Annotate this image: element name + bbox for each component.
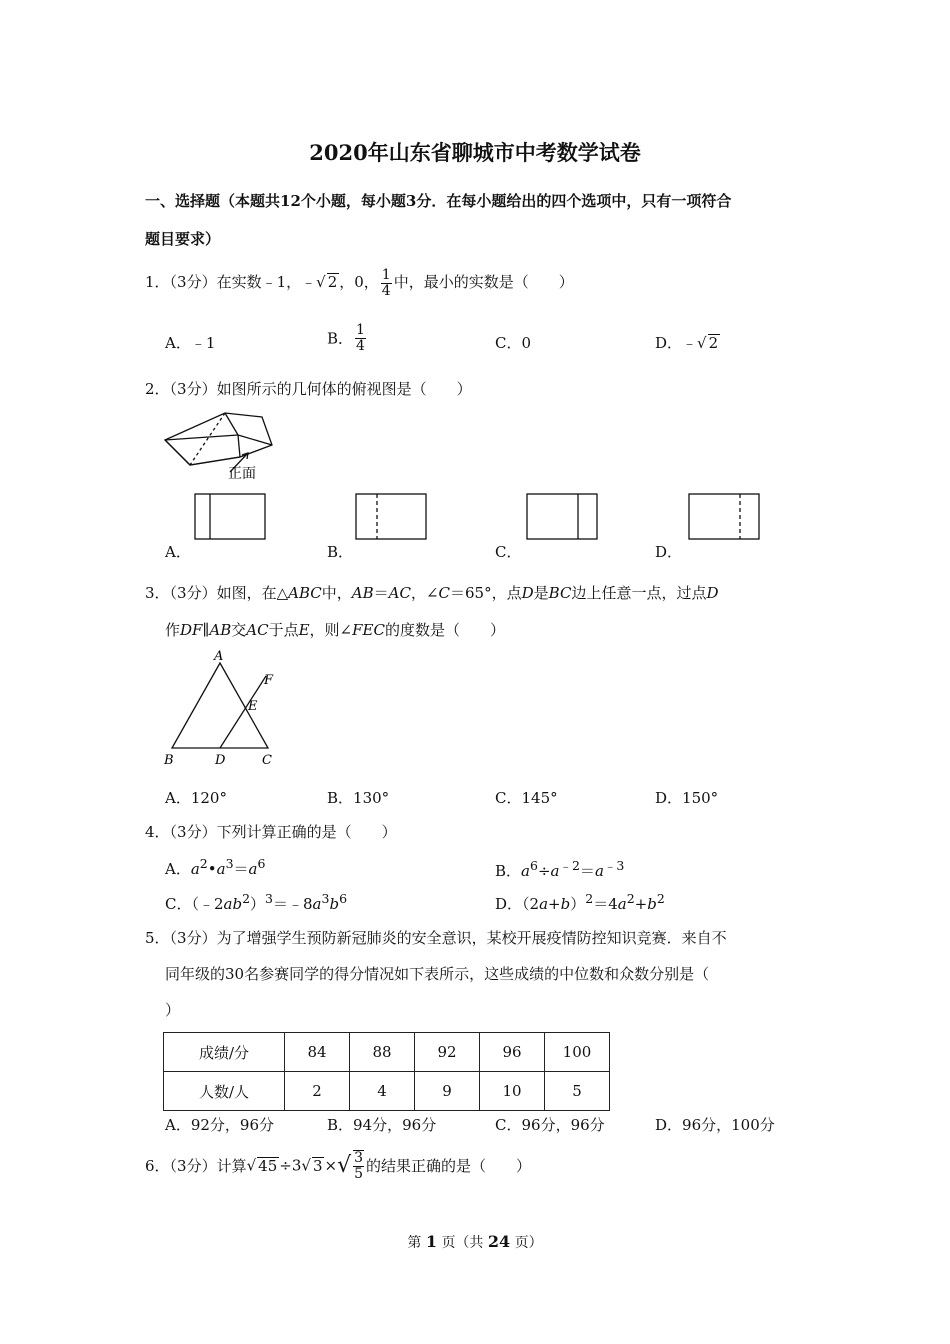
q2-option-c-figure	[526, 493, 599, 541]
svg-text:A: A	[214, 649, 224, 664]
q2-option-a-figure	[194, 493, 267, 541]
q2-option-d[interactable]: D．	[655, 543, 683, 561]
score-table	[163, 1032, 610, 1111]
table-cell: 成绩/分	[164, 1033, 285, 1072]
q3-option-c[interactable]: C．145°	[495, 789, 558, 807]
q4-option-b[interactable]: B．$a^6\div a^{﹣2}=a^{﹣3}$	[495, 858, 625, 880]
q5-option-b[interactable]: B．94分，96分	[327, 1116, 437, 1134]
q2-option-c[interactable]: C．	[495, 543, 522, 561]
svg-text:C: C	[262, 753, 272, 768]
svg-text:E: E	[248, 699, 258, 714]
question-5-cont2: ）	[165, 1001, 181, 1019]
q3-option-a[interactable]: A．120°	[165, 789, 227, 807]
q4-option-c[interactable]: C．$(﹣2ab^2)^3=﹣8a^3b^6$	[165, 891, 348, 913]
q3-option-b[interactable]: B．130°	[327, 789, 390, 807]
q2-option-d-figure	[688, 493, 761, 541]
front-face-label: 正面	[228, 466, 256, 482]
question-2: 2．（3分）如图所示的几何体的俯视图是（ ）	[145, 380, 472, 398]
question-3: 3．（3分）如图，在△ABC中，AB＝AC，∠C＝65°，点D是BC边上任意一点，过点D	[145, 584, 719, 602]
q3-option-d[interactable]: D．150°	[655, 789, 719, 807]
q3-triangle-figure	[158, 646, 288, 771]
page-title: 2020年山东省聊城市中考数学试卷	[309, 140, 641, 165]
table-row	[164, 1033, 610, 1072]
question-5-cont: 同年级的30名参赛同学的得分情况如下表所示，这些成绩的中位数和众数分别是（	[165, 965, 710, 983]
table-cell: 92	[415, 1033, 480, 1072]
table-cell: 2	[285, 1072, 350, 1111]
svg-text:B: B	[164, 753, 174, 768]
page-footer: 第 1 页（共 24 页）	[407, 1232, 543, 1251]
q5-option-a[interactable]: A．92分，96分	[165, 1116, 275, 1134]
q4-option-d[interactable]: D．$(2a+b)^2=4a^2+b^2$	[495, 891, 665, 913]
svg-text:D: D	[215, 753, 226, 768]
question-3-cont: 作DF∥AB交AC于点E，则∠FEC的度数是（ ）	[165, 621, 505, 639]
q1-option-c[interactable]: C．0	[495, 334, 532, 352]
table-cell: 84	[285, 1033, 350, 1072]
q2-option-b[interactable]: B．	[327, 543, 354, 561]
fraction: $\frac{1}{4}$	[381, 267, 391, 299]
question-1: 1．（3分）在实数﹣1，﹣√ 2 ，0， $\frac{1}{4}$ 中，最小的实数是（ ）	[145, 267, 574, 299]
svg-text:F: F	[264, 673, 274, 688]
table-cell: 96	[480, 1033, 545, 1072]
section-heading: 一、选择题（本题共12个小题，每小题3分．在每小题给出的四个选项中，只有一项符合	[145, 192, 732, 210]
q1-option-d[interactable]: D．﹣√ 2	[655, 334, 719, 352]
table-cell: 9	[415, 1072, 480, 1111]
question-5: 5．（3分）为了增强学生预防新冠肺炎的安全意识，某校开展疫情防控知识竞赛．来自不	[145, 929, 727, 947]
q4-option-a[interactable]: A．$a^2•a^3=a^6$	[165, 856, 266, 878]
table-cell: 5	[545, 1072, 610, 1111]
table-cell: 10	[480, 1072, 545, 1111]
table-cell: 100	[545, 1033, 610, 1072]
q2-option-b-figure	[355, 493, 428, 541]
section-heading-cont: 题目要求）	[145, 230, 221, 248]
q5-option-d[interactable]: D．96分，100分	[655, 1116, 775, 1134]
q5-option-c[interactable]: C．96分，96分	[495, 1116, 605, 1134]
table-cell: 4	[350, 1072, 415, 1111]
q1-option-a[interactable]: A．﹣1	[165, 334, 216, 352]
question-6: 6．（3分）计算√ 45 ÷3√ 3 ×√ $\frac{3}{5}$ 的结果正确的是（ ）	[145, 1150, 532, 1182]
table-cell: 88	[350, 1033, 415, 1072]
question-4: 4．（3分）下列计算正确的是（ ）	[145, 823, 397, 841]
table-cell: 人数/人	[164, 1072, 285, 1111]
q1-option-b[interactable]: B． $\frac{1}{4}$	[327, 322, 365, 354]
q2-solid-figure	[160, 405, 280, 485]
table-row	[164, 1072, 610, 1111]
q2-option-a[interactable]: A．	[165, 543, 191, 561]
